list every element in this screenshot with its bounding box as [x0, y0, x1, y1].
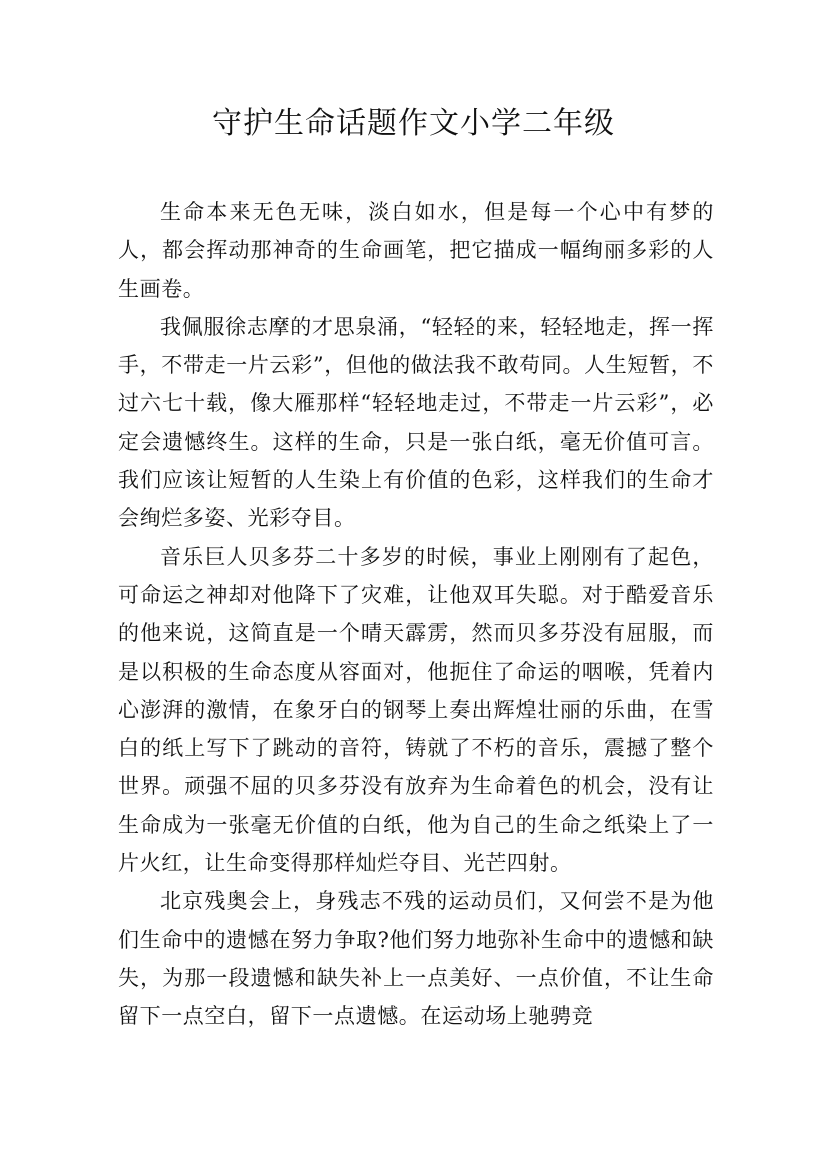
paragraph: 生命本来无色无味，淡白如水，但是每一个心中有梦的人，都会挥动那神奇的生命画笔，把它描成一幅绚丽多彩的人生画卷。 — [118, 200, 714, 301]
paragraph: 北京残奥会上，身残志不残的运动员们，又何尝不是为他们生命中的遗憾在努力争取?他们努力地弥补生命中的遗憾和缺失，为那一段遗憾和缺失补上一点美好、一点价值，不让生命留下一点空白，留下一点遗憾。在运动场上驰骋竞 — [118, 889, 714, 1029]
paragraph: 音乐巨人贝多芬二十多岁的时候，事业上刚刚有了起色，可命运之神却对他降下了灾难，让他双耳失聪。对于酷爱音乐的他来说，这简直是一个晴天霹雳，然而贝多芬没有屈服，而是以积极的生命态度从容面对，他扼住了命运的咽喉，凭着内心澎湃的激情，在象牙白的钢琴上奏出辉煌壮丽的乐曲，在雪白的纸上写下了跳动的音符，铸就了不朽的音乐，震撼了整个世界。顽强不屈的贝多芬没有放弃为生命着色的机会，没有让生命成为一张毫无价值的白纸，他为自己的生命之纸染上了一片火红，让生命变得那样灿烂夺目、光芒四射。 — [118, 544, 714, 876]
document-body — [118, 193, 714, 1036]
paragraph: 我佩服徐志摩的才思泉涌，“轻轻的来，轻轻地走，挥一挥手，不带走一片云彩”，但他的做法我不敢苟同。人生短暂，不过六七十载，像大雁那样“轻轻地走过，不带走一片云彩”，必定会遗憾终生。这样的生命，只是一张白纸，毫无价值可言。我们应该让短暂的人生染上有价值的色彩，这样我们的生命才会绚烂多姿、光彩夺目。 — [118, 314, 714, 531]
document-title: 守护生命话题作文小学二年级 — [212, 106, 615, 141]
